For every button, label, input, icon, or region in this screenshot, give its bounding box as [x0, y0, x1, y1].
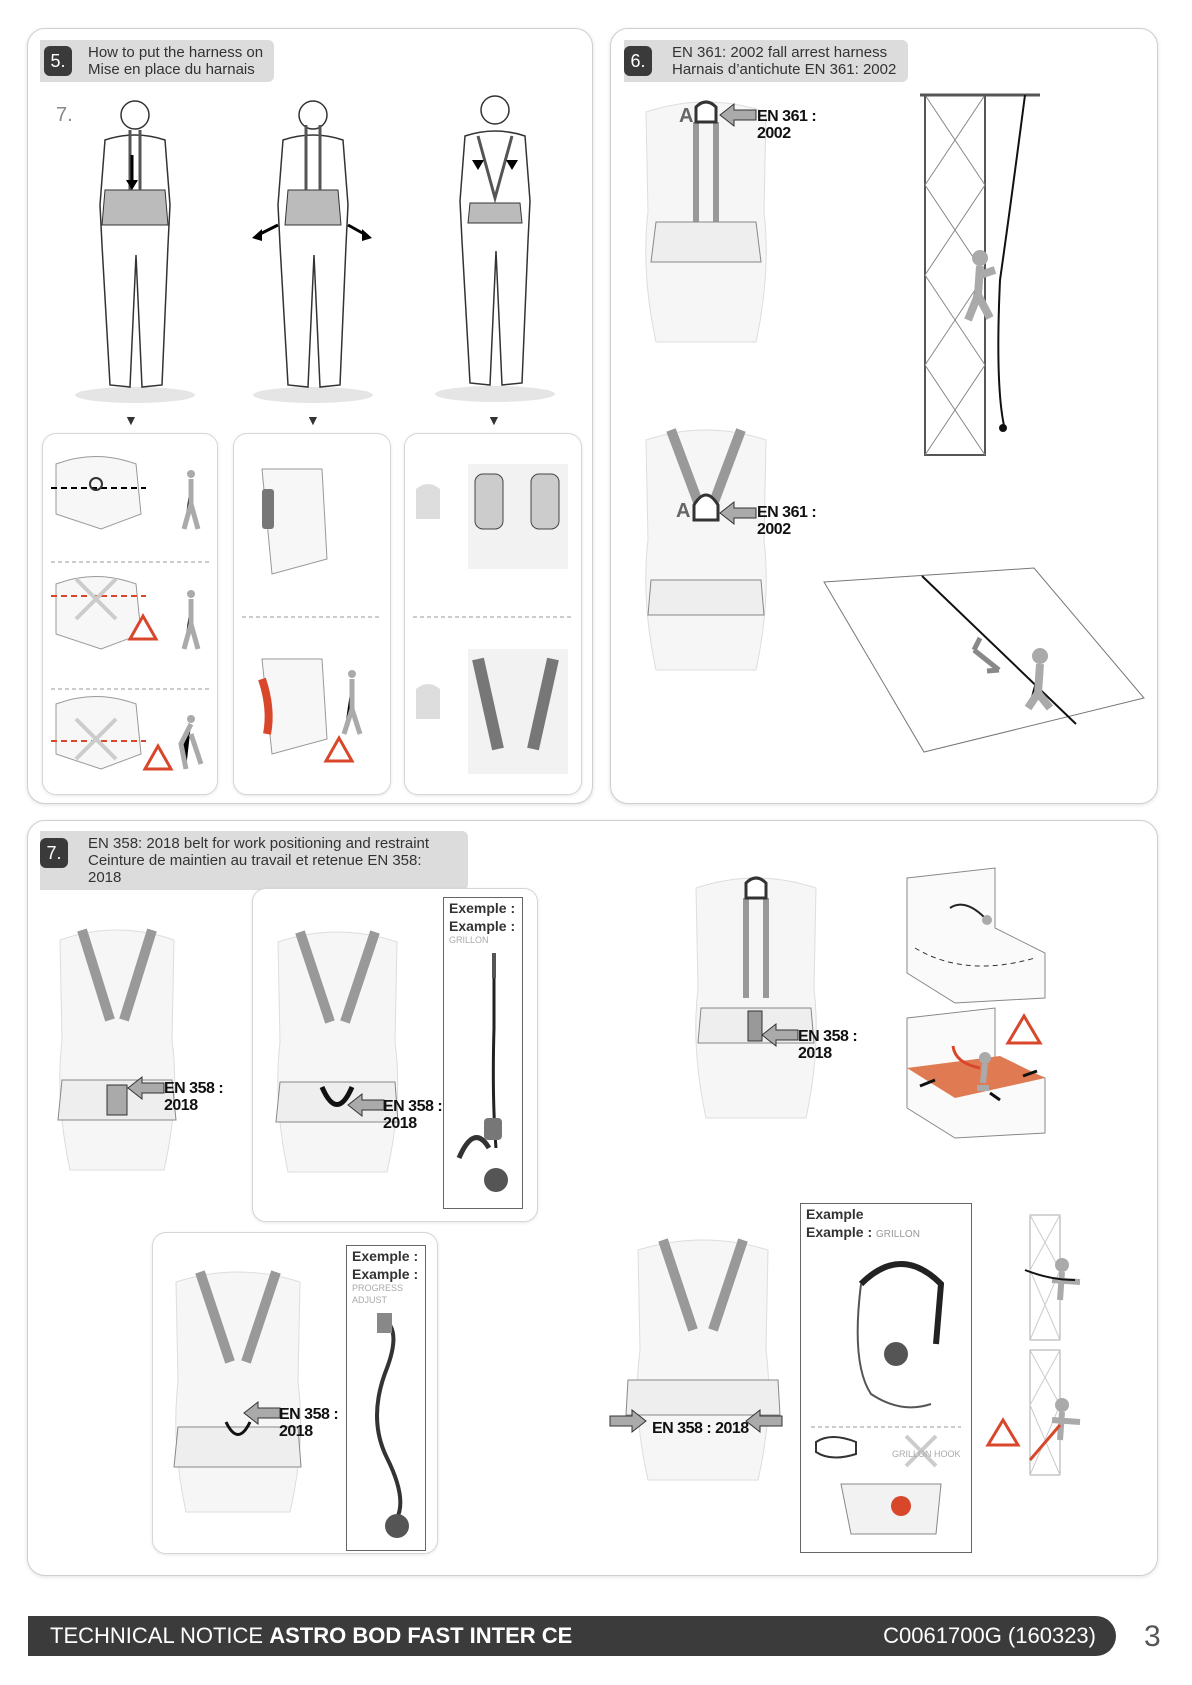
figure-person-front: [430, 88, 560, 406]
harness-front-illustration: [636, 420, 776, 680]
section-7-label-c-line-1: EN 358 :: [279, 1406, 339, 1423]
step-label: 7.: [56, 104, 73, 126]
section-6-header: [624, 40, 908, 82]
arrow-icon: [746, 1410, 782, 1432]
example-2-product-line-1: PROGRESS: [352, 1283, 404, 1293]
figure-person-back-1: [70, 95, 200, 405]
footer-notice-prefix: TECHNICAL NOTICE: [50, 1623, 264, 1648]
section-7-label-a: [164, 1080, 223, 1114]
section-7-label-d: [798, 1028, 857, 1062]
arrow-down-icon: ▼: [306, 412, 320, 428]
harness-front-illustration: [168, 1262, 308, 1522]
arrow-icon: [720, 502, 756, 524]
progress-adjust-lanyard-illustration: [357, 1308, 417, 1548]
pylon-climb-illustration: [990, 1210, 1090, 1480]
page-number: 3: [1144, 1620, 1161, 1653]
section-6-back-label-line-1: EN 361 :: [757, 108, 817, 125]
arrow-icon: [720, 104, 756, 126]
grillon-positioning-lanyard-illustration: [811, 1244, 961, 1544]
section-7-header: [40, 831, 468, 890]
harness-front-illustration: [52, 920, 182, 1180]
arrow-down-icon: ▼: [487, 412, 501, 428]
section-7-label-b: [383, 1098, 442, 1132]
example-2-line-1: Exemple :: [352, 1248, 419, 1264]
arrow-icon: [244, 1402, 280, 1424]
example-box-progress-adjust: [346, 1245, 426, 1551]
example-3-line-2: Example :: [806, 1224, 873, 1240]
example-1-line-1: Exemple :: [449, 900, 516, 916]
section-7-label-a-line-1: EN 358 :: [164, 1080, 224, 1097]
arrow-icon: [348, 1094, 384, 1116]
section-7-label-d-line-1: EN 358 :: [798, 1028, 858, 1045]
section-5-number: 5.: [50, 50, 66, 71]
example-3-line-1: Example: [806, 1206, 864, 1222]
section-7-label-c: [279, 1406, 338, 1440]
subpanel-leg-loops: [233, 433, 391, 795]
example-box-grillon-hook: [800, 1203, 972, 1553]
example-3-hook-label: GRILLON HOOK: [892, 1449, 961, 1459]
subpanel-chest-adjust: [42, 433, 218, 795]
harness-back-illustration: [686, 868, 826, 1128]
arrow-icon: [610, 1410, 646, 1432]
section-6-front-a-label: A: [676, 500, 690, 522]
section-5-title-en: How to put the harness on: [88, 44, 264, 61]
arrow-down-icon: ▼: [124, 412, 138, 428]
example-3-line-2-wrap: [801, 1222, 971, 1242]
section-7-title-en: EN 358: 2018 belt for work positioning and restraint: [88, 835, 430, 852]
section-7-label-c-line-2: 2018: [279, 1423, 313, 1440]
section-6-front-label: [757, 504, 816, 538]
leg-loop-illustration: [242, 449, 382, 784]
section-7-label-b-line-1: EN 358 :: [383, 1098, 443, 1115]
shoulder-strap-illustration: [413, 449, 573, 784]
restraint-edge-illustration: [905, 868, 1045, 1138]
section-5-number-badge: [44, 46, 72, 76]
example-1-product: GRILLON: [449, 935, 489, 945]
section-7-title-fr: Ceinture de maintien au travail et retenue EN 358: 2018: [88, 852, 422, 886]
harness-front-illustration: [618, 1230, 788, 1490]
chest-attachment-illustration: [51, 444, 211, 784]
figure-person-back-2: [248, 95, 378, 405]
section-6-front-label-line-1: EN 361 :: [757, 504, 817, 521]
section-7-label-d-line-2: 2018: [798, 1045, 832, 1062]
section-7-label-b-line-2: 2018: [383, 1115, 417, 1132]
footer-bar: [28, 1616, 1116, 1656]
subpanel-shoulder-straps: [404, 433, 582, 795]
example-box-grillon: [443, 897, 523, 1209]
section-6-back-a-label: A: [679, 105, 693, 127]
example-1-line-2: Example :: [449, 918, 516, 934]
grillon-lanyard-illustration: [454, 948, 514, 1203]
section-6-back-label-line-2: 2002: [757, 125, 791, 142]
example-3-product: GRILLON: [876, 1229, 920, 1240]
section-5-header: [40, 40, 274, 82]
section-7-label-a-line-2: 2018: [164, 1097, 198, 1114]
section-7-number: 7.: [46, 842, 62, 863]
arrow-icon: [128, 1077, 164, 1099]
section-7-label-e: EN 358 : 2018: [652, 1420, 749, 1437]
section-6-title-fr: Harnais d’antichute EN 361: 2002: [672, 61, 897, 78]
horizontal-lifeline-illustration: [824, 568, 1144, 758]
footer-reference: C0061700G (160323): [883, 1623, 1096, 1648]
example-2-line-2: Example :: [352, 1266, 419, 1282]
harness-front-illustration: [270, 922, 405, 1182]
arrow-icon: [762, 1024, 798, 1046]
footer-title: [50, 1623, 572, 1649]
example-2-product-line-2: ADJUST: [352, 1295, 388, 1305]
section-5-title-fr: Mise en place du harnais: [88, 61, 255, 78]
section-6-number-badge: [624, 46, 652, 76]
section-6-back-label: [757, 108, 816, 142]
section-6-front-label-line-2: 2002: [757, 521, 791, 538]
section-6-title-en: EN 361: 2002 fall arrest harness: [672, 44, 888, 61]
section-7-number-badge: [40, 838, 68, 868]
section-6-number: 6.: [630, 50, 646, 71]
ladder-climb-illustration: [920, 90, 1050, 460]
footer-product-name: ASTRO BOD FAST INTER CE: [269, 1623, 573, 1648]
harness-back-illustration: [636, 92, 776, 352]
